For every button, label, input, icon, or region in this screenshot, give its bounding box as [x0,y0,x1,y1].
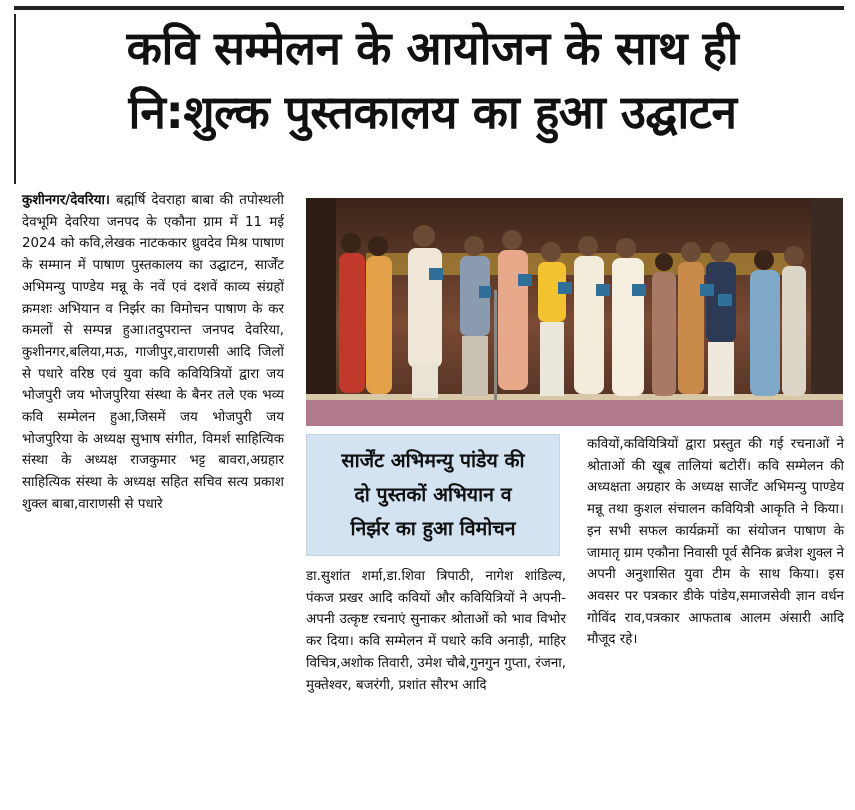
headline [20,16,845,144]
article-column-2: डा.सुशांत शर्मा,डा.शिवा त्रिपाठी, नागेश शांडिल्य, पंकज प्रखर आदि कवियों और कवियित्रियों ने अपनी-अपनी उत्कृष्ट रचनाएं सुनाकर श्रोताओं को भाव विभोर कर दिया। कवि सम्मेलन में पधारे कवि अनाड़ी, माहिर विचित्र,अशोक तिवारी, उमेश चौबे,गुनगुन गुप्ता, रंजना, मुक्तेश्वर, बजरंगी, प्रशांत सौरभ आदि [306,569,566,693]
subheading [341,444,524,546]
article-column-3: कवियों,कवियित्रियों द्वारा प्रस्तुत की गई रचनाओं ने श्रोताओं की खूब तालियां बटोरीं। कवि सम्मेलन की अध्यक्षता अग्रहार के अध्यक्ष सार्जेंट अभिमन्यु पाण्डेय मन्नू तथा कुशल संचालन कवियित्री आकृति ने किया। इन सभी सफल कार्यक्रमों का संयोजन पाषाण के जामातृ ग्राम एकौना निवासी पूर्व सैनिक ब्रजेश शुक्ल ने अपनी अनुशासित युवा टीम के साथ किया। इस अवसर पर पत्रकार डीके पांडेय,समाजसेवी ज्ञान वर्धन गोविंद राव,पत्रकार आफताब आलम अंसारी आदि मौजूद रहे। [587,437,844,648]
event-photo [306,198,843,426]
article-column-1-text: बह्मर्षि देवराहा बाबा की तपोस्थली देवभूमि देवरिया जनपद के एकौना ग्राम में 11 मई 2024 को कवि,लेखक नाटककार ध्रुवदेव मिश्र पाषाण के सम्मान में पाषाण पुस्तकालय का उद्घाटन, सार्जेंट अभिमन्यु पाण्डेय मन्नू के नवें एवं दशवें काव्य संग्रहों क्रमशः अभियान व निर्झर का विमोचन पाषाण के कर कमलों से सम्पन्न हुआ।तदुपरान्त जनपद देवरिया, कुशीनगर,बलिया,मऊ, गाजीपुर,वाराणसी आदि जिलों से पधारे वरिष्ठ एवं युवा कवि कवियित्रियों द्वारा जय भोजपुरी जय भोजपुरिया संस्था के बैनर तले एक भव्य कवि सम्मेलन हुआ,जिसमें जय भोजपुरी जय भोजपुरिया के अध्यक्ष सुभाष संगीत, विमर्श साहित्यिक संस्था के अध्यक्ष राजकुमार भट्ट बावरा,अग्रहार साहित्यिक संस्था के अध्यक्ष सहित सचिव सत्य प्रकाश शुक्ल बाबा,वाराणसी से पधारे [22,193,284,512]
subheading-line-3: निर्झर का हुआ विमोचन [350,517,516,540]
event-photo-illustration [306,198,843,426]
article-column-1 [22,190,284,516]
headline-line-2: नि:शुल्क पुस्तकालय का हुआ उद्घाटन [128,85,737,139]
subheading-line-2: दो पुस्तकों अभियान व [354,483,512,506]
top-rule [14,6,844,10]
headline-line-1: कवि सम्मेलन के आयोजन के साथ ही [126,21,739,75]
subheading-box [306,434,560,556]
subheading-line-1: सार्जेंट अभिमन्यु पांडेय की [341,449,525,472]
headline-side-rule [14,14,16,184]
dateline: कुशीनगर/देवरिया। [22,193,111,208]
